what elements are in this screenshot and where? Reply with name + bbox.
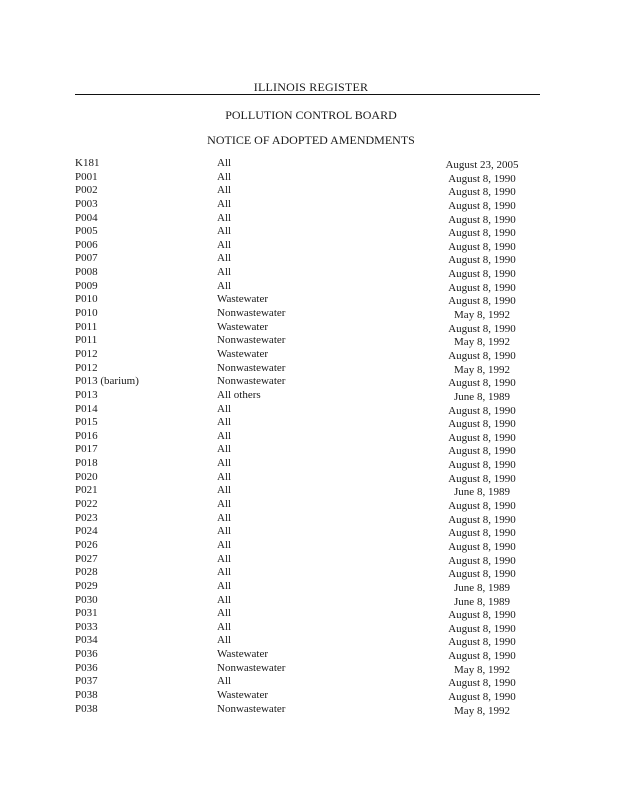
table-row [0, 389, 622, 403]
waste-code: P012 [75, 361, 98, 374]
waste-category: All [217, 484, 232, 497]
effective-date: August 8, 1990 [448, 213, 516, 226]
table-row [0, 703, 622, 717]
waste-code: P023 [75, 511, 98, 524]
effective-date: August 8, 1990 [448, 609, 516, 622]
effective-date: August 8, 1990 [448, 472, 516, 485]
effective-date: August 8, 1990 [448, 459, 516, 472]
table-row [0, 348, 622, 362]
waste-code: P037 [75, 675, 98, 688]
effective-date: August 8, 1990 [448, 349, 516, 362]
waste-code: K181 [75, 157, 100, 169]
effective-date: August 8, 1990 [448, 445, 516, 458]
waste-category: All [217, 634, 232, 647]
waste-code-table [0, 157, 622, 716]
waste-code: P002 [75, 184, 98, 197]
waste-category: All [217, 197, 232, 210]
effective-date: June 8, 1989 [454, 390, 510, 403]
waste-code: P012 [75, 347, 98, 360]
effective-date: August 8, 1990 [448, 322, 516, 335]
table-row [0, 266, 622, 280]
waste-code: P031 [75, 607, 98, 620]
waste-category: Wastewater [217, 648, 269, 661]
effective-date: August 8, 1990 [448, 500, 516, 513]
waste-code: P017 [75, 443, 98, 456]
agency-name: POLLUTION CONTROL BOARD [225, 108, 397, 122]
waste-category: All [217, 238, 232, 251]
table-row [0, 594, 622, 608]
table-row [0, 334, 622, 348]
effective-date: August 8, 1990 [448, 227, 516, 240]
waste-category: All [217, 429, 232, 442]
waste-category: All [217, 211, 232, 224]
waste-code: P034 [75, 634, 98, 647]
table-row [0, 498, 622, 512]
waste-category: All [217, 170, 232, 183]
table-row [0, 362, 622, 376]
waste-category: Wastewater [217, 688, 269, 701]
table-row [0, 648, 622, 662]
waste-code: P007 [75, 252, 98, 265]
effective-date: August 8, 1990 [448, 527, 516, 540]
table-row [0, 621, 622, 635]
waste-code: P009 [75, 279, 98, 292]
waste-category: All [217, 525, 232, 538]
waste-category: All [217, 184, 232, 197]
effective-date: May 8, 1992 [454, 309, 510, 322]
waste-category: All [217, 675, 232, 688]
register-title: ILLINOIS REGISTER [253, 80, 369, 94]
effective-date: August 8, 1990 [448, 199, 516, 212]
waste-code: P038 [75, 688, 98, 701]
waste-category: Wastewater [217, 347, 269, 360]
waste-code: P004 [75, 211, 98, 224]
effective-date: May 8, 1992 [454, 363, 510, 376]
effective-date: August 23, 2005 [445, 159, 519, 171]
effective-date: August 8, 1990 [448, 513, 516, 526]
waste-category: All [217, 457, 232, 470]
header-rule [75, 94, 540, 95]
effective-date: August 8, 1990 [448, 268, 516, 281]
table-row [0, 443, 622, 457]
waste-category: Nonwastewater [217, 702, 286, 715]
waste-category: All [217, 620, 232, 633]
effective-date: August 8, 1990 [448, 404, 516, 417]
waste-category: All [217, 157, 232, 169]
waste-category: All [217, 443, 232, 456]
table-row [0, 225, 622, 239]
waste-category: All [217, 402, 232, 415]
waste-category: All [217, 607, 232, 620]
waste-code: P033 [75, 620, 98, 633]
table-row [0, 553, 622, 567]
table-row [0, 484, 622, 498]
waste-code: P006 [75, 238, 98, 251]
waste-code: P015 [75, 416, 98, 429]
table-row [0, 634, 622, 648]
table-row [0, 539, 622, 553]
table-row [0, 471, 622, 485]
effective-date: August 8, 1990 [448, 622, 516, 635]
table-row [0, 321, 622, 335]
table-row [0, 252, 622, 266]
waste-code: P001 [75, 170, 98, 183]
waste-category: Wastewater [217, 293, 269, 306]
effective-date: August 8, 1990 [448, 418, 516, 431]
waste-category: All [217, 225, 232, 238]
table-row [0, 689, 622, 703]
effective-date: August 8, 1990 [448, 295, 516, 308]
waste-code: P021 [75, 484, 98, 497]
table-row [0, 457, 622, 471]
effective-date: June 8, 1989 [454, 486, 510, 499]
effective-date: June 8, 1989 [454, 581, 510, 594]
effective-date: August 8, 1990 [448, 690, 516, 703]
effective-date: August 8, 1990 [448, 431, 516, 444]
waste-code: P024 [75, 525, 98, 538]
waste-category: All [217, 566, 232, 579]
waste-code: P038 [75, 702, 98, 715]
waste-category: All [217, 593, 232, 606]
waste-category: All [217, 252, 232, 265]
waste-code: P013 (barium) [75, 375, 139, 388]
waste-code: P029 [75, 579, 98, 592]
effective-date: August 8, 1990 [448, 281, 516, 294]
waste-code: P011 [75, 334, 98, 347]
waste-category: All [217, 552, 232, 565]
waste-code: P005 [75, 225, 98, 238]
effective-date: August 8, 1990 [448, 568, 516, 581]
effective-date: August 8, 1990 [448, 636, 516, 649]
waste-category: All others [217, 388, 261, 401]
waste-category: All [217, 538, 232, 551]
table-row [0, 293, 622, 307]
waste-code: P013 [75, 388, 98, 401]
waste-category: All [217, 498, 232, 511]
effective-date: May 8, 1992 [454, 336, 510, 349]
notice-title: NOTICE OF ADOPTED AMENDMENTS [207, 133, 415, 147]
waste-code: P027 [75, 552, 98, 565]
table-row [0, 307, 622, 321]
table-row [0, 525, 622, 539]
table-row [0, 375, 622, 389]
waste-code: P028 [75, 566, 98, 579]
waste-code: P022 [75, 498, 98, 511]
waste-category: Nonwastewater [217, 334, 286, 347]
waste-category: All [217, 279, 232, 292]
table-row [0, 662, 622, 676]
waste-code: P010 [75, 293, 98, 306]
effective-date: August 8, 1990 [448, 240, 516, 253]
waste-code: P036 [75, 661, 98, 674]
waste-code: P020 [75, 470, 98, 483]
waste-category: Nonwastewater [217, 375, 286, 388]
waste-code: P026 [75, 538, 98, 551]
table-row [0, 416, 622, 430]
waste-category: Wastewater [217, 320, 269, 333]
table-row [0, 675, 622, 689]
waste-code: P030 [75, 593, 98, 606]
effective-date: August 8, 1990 [448, 172, 516, 185]
table-row [0, 607, 622, 621]
effective-date: May 8, 1992 [454, 704, 510, 717]
waste-category: Nonwastewater [217, 307, 286, 320]
table-row [0, 403, 622, 417]
waste-code: P036 [75, 648, 98, 661]
table-row [0, 184, 622, 198]
effective-date: August 8, 1990 [448, 186, 516, 199]
table-row [0, 239, 622, 253]
effective-date: August 8, 1990 [448, 377, 516, 390]
table-row [0, 157, 622, 171]
waste-category: Nonwastewater [217, 661, 286, 674]
waste-code: P018 [75, 457, 98, 470]
waste-code: P008 [75, 266, 98, 279]
table-row [0, 580, 622, 594]
waste-code: P014 [75, 402, 98, 415]
waste-code: P010 [75, 307, 98, 320]
waste-code: P003 [75, 197, 98, 210]
waste-code: P016 [75, 429, 98, 442]
effective-date: August 8, 1990 [448, 554, 516, 567]
table-row [0, 512, 622, 526]
table-row [0, 171, 622, 185]
waste-category: All [217, 511, 232, 524]
table-row [0, 280, 622, 294]
waste-category: Nonwastewater [217, 361, 286, 374]
table-row [0, 430, 622, 444]
table-row [0, 198, 622, 212]
effective-date: August 8, 1990 [448, 677, 516, 690]
effective-date: June 8, 1989 [454, 595, 510, 608]
effective-date: August 8, 1990 [448, 540, 516, 553]
effective-date: August 8, 1990 [448, 254, 516, 267]
waste-category: All [217, 470, 232, 483]
effective-date: August 8, 1990 [448, 650, 516, 663]
waste-category: All [217, 579, 232, 592]
effective-date: May 8, 1992 [454, 663, 510, 676]
waste-code: P011 [75, 320, 98, 333]
waste-category: All [217, 416, 232, 429]
waste-category: All [217, 266, 232, 279]
table-row [0, 566, 622, 580]
table-row [0, 212, 622, 226]
